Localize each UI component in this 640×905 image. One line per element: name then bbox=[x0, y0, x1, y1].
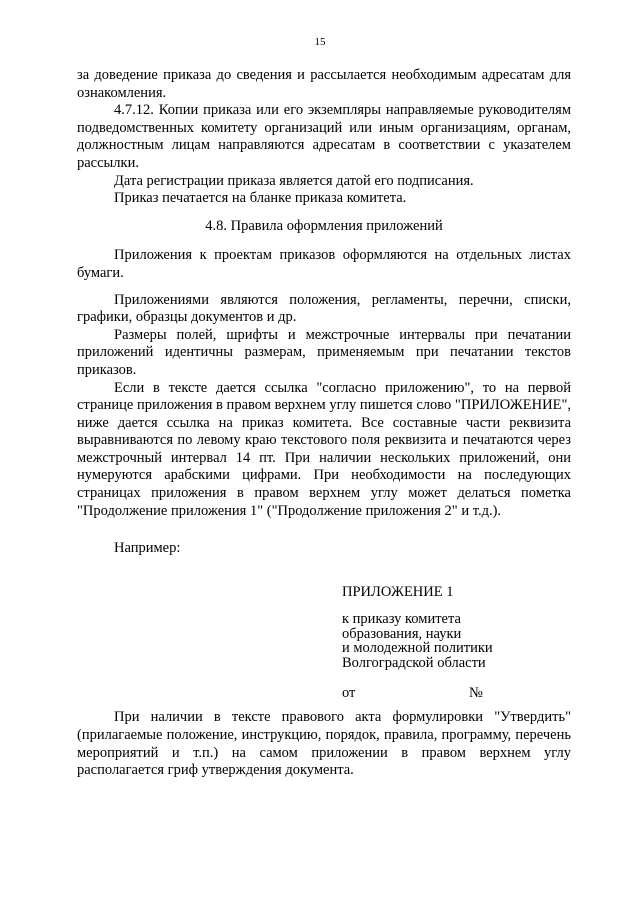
section-heading: 4.8. Правила оформления приложений bbox=[205, 217, 443, 234]
appendix-date-line bbox=[342, 685, 542, 703]
appendix-ref-line: образования, науки bbox=[342, 625, 462, 642]
appendix-ref-line: к приказу комитета bbox=[342, 611, 461, 627]
page-number: 15 bbox=[314, 36, 326, 48]
appendix-ref-line: Волгоградской области bbox=[342, 654, 486, 671]
appendix-ref-line: и молодежной политики bbox=[342, 640, 493, 656]
paragraph-continuation: за доведение приказа до сведения и рассылается необходимым адресатам для ознакомления. bbox=[77, 67, 571, 101]
final-section bbox=[77, 709, 571, 780]
example-label: Например: bbox=[114, 540, 181, 556]
paragraph-appendix-reference: Если в тексте дается ссылка "согласно приложению", то на первой странице приложения в правом верхнем углу пишется слово "ПРИЛОЖЕНИЕ", ниже дается ссылка на приказ комитета. Все составные части реквизита выравниваются по левому краю текстового поля реквизита и печатаются через межстрочный интервал 14 пт. При наличии нескольких приложений, они нумеруются арабскими цифрами. При необходимости на последующих страницах приложения в правом верхнем углу может делаться пометка "Продолжение приложения 1" ("Продолжение приложения 2" и т.д.). bbox=[77, 379, 571, 519]
appendix-reference-block bbox=[342, 612, 542, 670]
number-label: № bbox=[469, 685, 483, 701]
appendix-title: ПРИЛОЖЕНИЕ 1 bbox=[342, 584, 454, 600]
paragraph-approval-stamp: При наличии в тексте правового акта формулировки "Утвердить" (прилагаемые положение, инструкцию, порядок, правила, программу, перечень мероприятий и т.п.) на самом приложении в правом верхнем углу располагается гриф утверждения документа. bbox=[77, 709, 571, 779]
paragraph-appendix-formatting: Размеры полей, шрифты и межстрочные интервалы при печатании приложений идентичны размерам, применяемым при печатании текстов приказов. bbox=[77, 326, 571, 378]
paragraph-appendix-sheets: Приложения к проектам приказов оформляются на отдельных листах бумаги. bbox=[77, 247, 571, 281]
document-body bbox=[77, 67, 571, 520]
paragraph-appendix-types: Приложениями являются положения, регламенты, перечни, списки, графики, образцы документов и др. bbox=[77, 291, 571, 326]
paragraph-letterhead: Приказ печатается на бланке приказа комитета. bbox=[114, 190, 407, 207]
paragraph-4-7-12: 4.7.12. Копии приказа или его экземпляры направляемые руководителям подведомственных комитету организаций или иным организациям, органам, должностным лицам направляются адресатам в соответствии с указателем рассылки. bbox=[77, 102, 571, 171]
appendix-sample bbox=[342, 583, 542, 703]
date-label: от bbox=[342, 685, 356, 701]
paragraph-registration-date: Дата регистрации приказа является датой его подписания. bbox=[114, 172, 474, 189]
